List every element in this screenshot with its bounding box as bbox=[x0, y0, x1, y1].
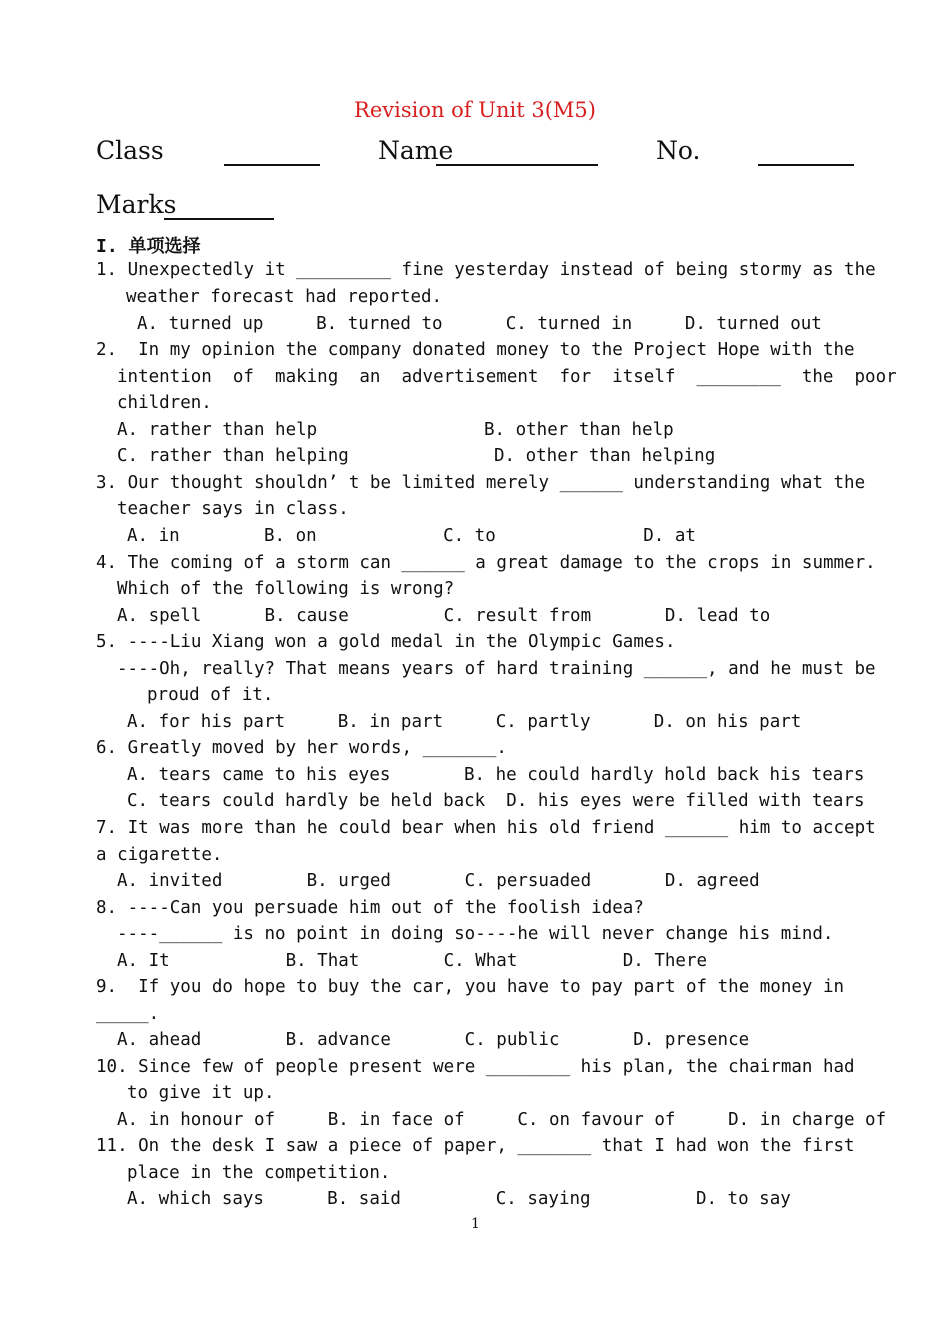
option-line: A. turned up B. turned to C. turned in D. turned out bbox=[137, 314, 822, 334]
question-line: 8. ----Can you persuade him out of the foolish idea? bbox=[96, 898, 644, 918]
question-line: 1. Unexpectedly it _________ fine yesterday instead of being stormy as the bbox=[96, 260, 876, 280]
no-label: No. bbox=[656, 136, 701, 165]
option-line: A. spell B. cause C. result from D. lead to bbox=[117, 606, 771, 626]
question-line: 10. Since few of people present were ________ his plan, the chairman had bbox=[96, 1057, 855, 1077]
question-line: to give it up. bbox=[127, 1083, 275, 1103]
page-number: 1 bbox=[471, 1216, 480, 1232]
name-blank bbox=[436, 137, 598, 166]
question-line: intention of making an advertisement for itself ________ the poor bbox=[117, 367, 897, 387]
option-line: D. other than helping bbox=[494, 446, 716, 466]
option-line: A. tears came to his eyes bbox=[127, 765, 391, 785]
question-line: 2. In my opinion the company donated money to the Project Hope with the bbox=[96, 340, 855, 360]
option-line: B. other than help bbox=[484, 420, 674, 440]
option-line: B. he could hardly hold back his tears bbox=[464, 765, 865, 785]
option-line: A. in B. on C. to D. at bbox=[127, 526, 696, 546]
no-blank bbox=[758, 137, 854, 166]
marks-label: Marks bbox=[96, 190, 177, 219]
question-line: ----Oh, really? That means years of hard training ______, and he must be bbox=[117, 659, 876, 679]
question-line: a cigarette. bbox=[96, 845, 223, 865]
question-line: 5. ----Liu Xiang won a gold medal in the Olympic Games. bbox=[96, 632, 676, 652]
option-line: A. It B. That C. What D. There bbox=[117, 951, 708, 971]
section-title: I. 单项选择 bbox=[96, 236, 201, 257]
option-line: A. for his part B. in part C. partly D. on his part bbox=[127, 712, 802, 732]
option-line: C. rather than helping bbox=[117, 446, 349, 466]
question-line: 4. The coming of a storm can ______ a great damage to the crops in summer. bbox=[96, 553, 876, 573]
class-label: Class bbox=[96, 136, 164, 165]
question-line: place in the competition. bbox=[127, 1163, 391, 1183]
page-title: Revision of Unit 3(M5) bbox=[354, 98, 596, 122]
question-line: 11. On the desk I saw a piece of paper, _______ that I had won the first bbox=[96, 1136, 855, 1156]
marks-blank bbox=[164, 191, 274, 220]
question-line: 9. If you do hope to buy the car, you have to pay part of the money in bbox=[96, 977, 845, 997]
question-line: teacher says in class. bbox=[117, 499, 349, 519]
question-line: proud of it. bbox=[147, 685, 274, 705]
option-line: A. invited B. urged C. persuaded D. agreed bbox=[117, 871, 760, 891]
option-line: A. in honour of B. in face of C. on favour of D. in charge of bbox=[117, 1110, 887, 1130]
question-line: Which of the following is wrong? bbox=[117, 579, 455, 599]
option-line: A. which says B. said C. saying D. to say bbox=[127, 1189, 791, 1209]
option-line: C. tears could hardly be held back D. his eyes were filled with tears bbox=[127, 791, 865, 811]
question-line: _____. bbox=[96, 1004, 160, 1024]
class-blank bbox=[224, 137, 320, 166]
name-label: Name bbox=[378, 136, 454, 165]
question-line: children. bbox=[117, 393, 212, 413]
question-line: 7. It was more than he could bear when his old friend ______ him to accept bbox=[96, 818, 876, 838]
option-line: A. ahead B. advance C. public D. presence bbox=[117, 1030, 750, 1050]
question-line: 3. Our thought shouldn’ t be limited merely ______ understanding what the bbox=[96, 473, 866, 493]
question-line: 6. Greatly moved by her words, _______. bbox=[96, 738, 507, 758]
question-line: ----______ is no point in doing so----he will never change his mind. bbox=[117, 924, 834, 944]
option-line: A. rather than help bbox=[117, 420, 318, 440]
question-line: weather forecast had reported. bbox=[126, 287, 443, 307]
